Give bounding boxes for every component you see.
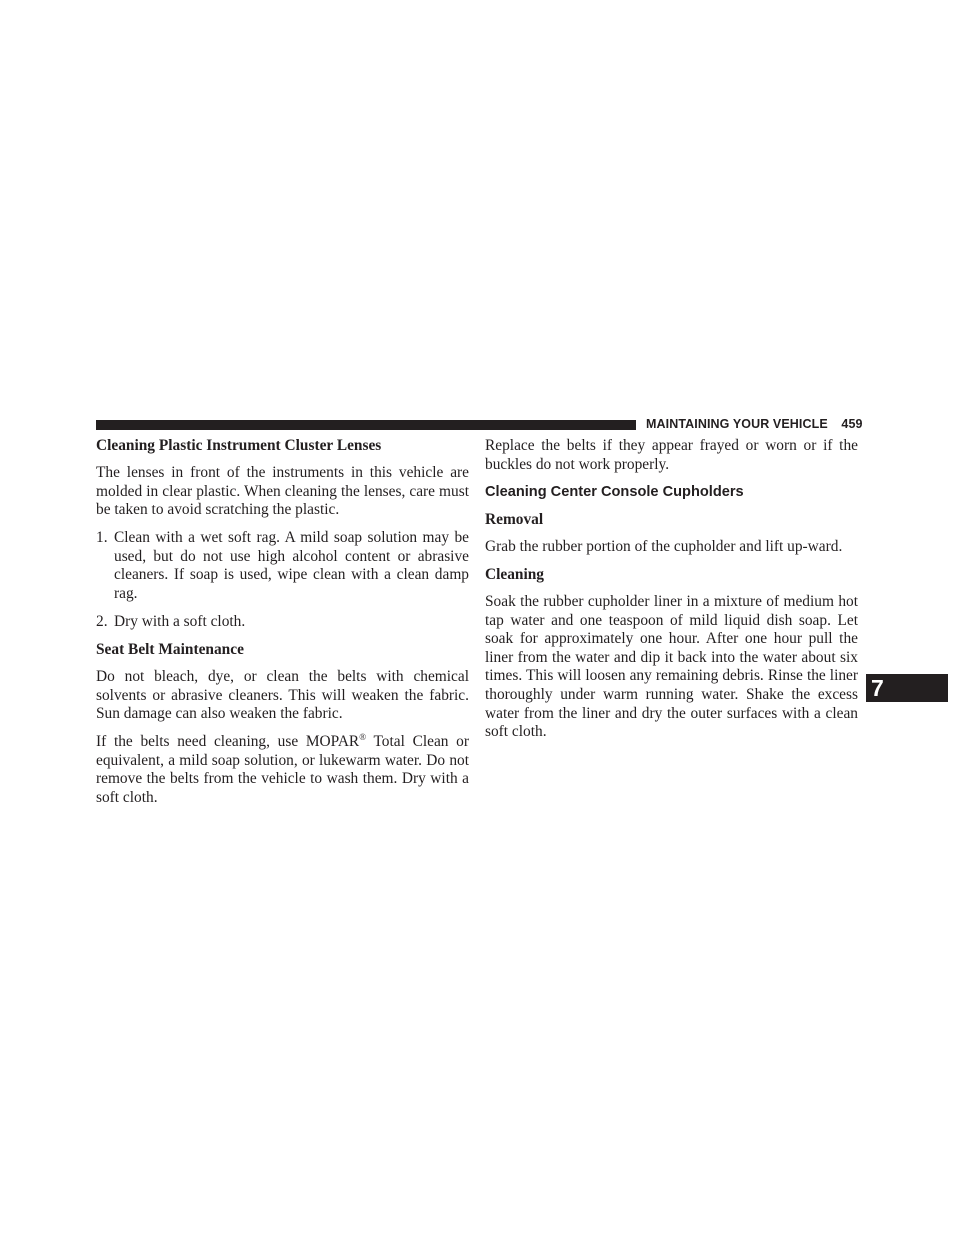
right-column — [485, 437, 858, 751]
heading-cleaning-cupholders: Cleaning Center Console Cupholders — [485, 484, 744, 501]
heading-cleaning-lenses: Cleaning Plastic Instrument Cluster Lenses — [96, 437, 382, 454]
chapter-tab: 7 — [866, 674, 948, 702]
section-title: MAINTAINING YOUR VEHICLE — [646, 417, 828, 431]
list-item-text: Dry with a soft cloth. — [114, 612, 246, 630]
paragraph-seat-belt-2 — [96, 733, 469, 807]
list-item — [96, 529, 469, 603]
heading-cleaning: Cleaning — [485, 565, 545, 583]
paragraph-seat-belt-2-start: If the belts need cleaning, use MOPAR — [96, 733, 360, 751]
list-item-text: Clean with a wet soft rag. A mild soap solution may be used, but do not use high alcohol content or abrasive cleaners. If soap is used, wipe clean with a clean damp rag. — [114, 529, 469, 603]
paragraph-seat-belt-2-end: Total Clean or equivalent, a mild soap solution, or lukewarm water. Do not remove the belts from the vehicle to wash them. Dry with a soft cloth. — [96, 733, 469, 806]
cleaning-steps-list — [96, 529, 469, 631]
list-item — [96, 613, 469, 632]
paragraph-seat-belt-1: Do not bleach, dye, or clean the belts with chemical solvents or abrasive cleaners. This will weaken the fabric. Sun damage can also weaken the fabric. — [96, 668, 469, 723]
paragraph-cleaning: Soak the rubber cupholder liner in a mixture of medium hot tap water and one teaspoon of mild liquid dish soap. Let soak for approximately one hour. After one hour pull the liner from the water and dip it back into the water about six times. This will loosen any remaining debris. Rinse the liner thoroughly under warm running water. Shake the excess water from the liner and dry the outer surfaces with a clean soft cloth. — [485, 592, 858, 741]
paragraph-replace-belts: Replace the belts if they appear frayed or worn or if the buckles do not work properly. — [485, 437, 858, 473]
left-column — [96, 437, 469, 817]
heading-seat-belt-maintenance: Seat Belt Maintenance — [96, 640, 244, 658]
list-item-number: 1. — [96, 529, 108, 547]
paragraph-lenses: The lenses in front of the instruments in this vehicle are molded in clear plastic. When cleaning the lenses, care must be taken to avoid scratching the plastic. — [96, 464, 469, 519]
running-header — [646, 417, 863, 431]
paragraph-removal: Grab the rubber portion of the cupholder and lift up-ward. — [485, 537, 843, 555]
page-number: 459 — [841, 417, 863, 431]
list-item-number: 2. — [96, 612, 108, 630]
header-rule — [96, 420, 636, 430]
registered-mark: ® — [359, 731, 367, 742]
heading-removal: Removal — [485, 510, 544, 528]
